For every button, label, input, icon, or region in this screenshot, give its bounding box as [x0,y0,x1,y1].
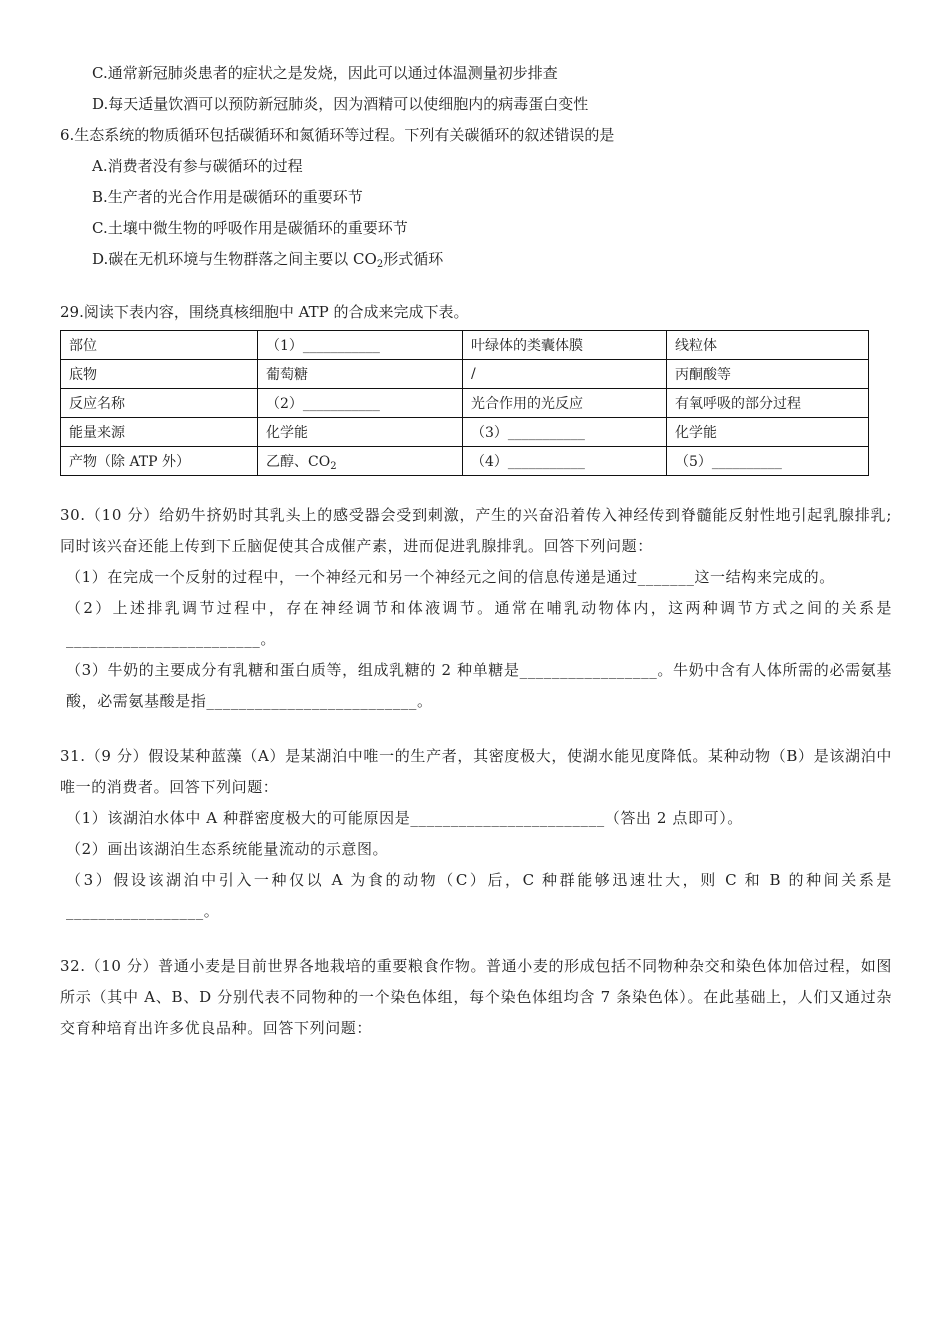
table-cell: 有氧呼吸的部分过程 [667,389,869,418]
q30-stem: 30.（10 分）给奶牛挤奶时其乳头上的感受器会受到刺激，产生的兴奋沿着传入神经传到脊髓能反射性地引起乳腺排乳;同时该兴奋还能上传到下丘脑促使其合成催产素，进而促进乳腺排乳。回答下列问题： [60,506,892,555]
q5-option-d: D.每天适量饮酒可以预防新冠肺炎，因为酒精可以使细胞内的病毒蛋白变性 [92,95,589,113]
q6-option-c: C.土壤中微生物的呼吸作用是碳循环的重要环节 [92,219,408,237]
q6-option-d-tail: 形式循环 [383,250,444,268]
product-text: 乙醇、CO [266,454,331,470]
q6-option-d [60,244,892,275]
q31-part-1: （1）该湖泊水体中 A 种群密度极大的可能原因是________________________（答出 2 点即可）。 [66,809,743,827]
table-row [61,360,869,389]
table-row [61,418,869,447]
table-cell: 葡萄糖 [258,360,463,389]
table-row [61,389,869,418]
table-cell: （4）___________ [463,447,667,476]
product-subscript: 2 [330,461,337,472]
q31-stem: 31.（9 分）假设某种蓝藻（A）是某湖泊中唯一的生产者，其密度极大，使湖水能见度降低。某种动物（B）是该湖泊中唯一的消费者。回答下列问题： [60,747,892,796]
table-cell: （1）___________ [258,331,463,360]
table-row [61,331,869,360]
atp-table [60,330,869,476]
exam-page [60,58,892,1044]
table-cell: 叶绿体的类囊体膜 [463,331,667,360]
q6-option-a: A.消费者没有参与碳循环的过程 [92,157,303,175]
q6-stem: 6.生态系统的物质循环包括碳循环和氮循环等过程。下列有关碳循环的叙述错误的是 [60,126,615,144]
q31-part-2: （2）画出该湖泊生态系统能量流动的示意图。 [66,840,389,858]
q6-option-d-subscript: 2 [376,259,384,270]
table-cell: 光合作用的光反应 [463,389,667,418]
table-cell: 丙酮酸等 [667,360,869,389]
table-cell: 产物（除 ATP 外） [61,447,258,476]
table-cell: 部位 [61,331,258,360]
table-cell: 底物 [61,360,258,389]
q32-stem: 32.（10 分）普通小麦是目前世界各地栽培的重要粮食作物。普通小麦的形成包括不同物种杂交和染色体加倍过程，如图所示（其中 A、B、D 分别代表不同物种的一个染色体组，每个染色体组均含 7 条染色体）。在此基础上，人们又通过杂交育种培育出许多优良品种。回答下列问题： [60,957,892,1037]
table-cell: （2）___________ [258,389,463,418]
table-cell: 反应名称 [61,389,258,418]
q30-part-1: （1）在完成一个反射的过程中，一个神经元和另一个神经元之间的信息传递是通过_______这一结构来完成的。 [66,568,835,586]
table-cell: （5）__________ [667,447,869,476]
table-cell: （3）___________ [463,418,667,447]
q5-option-c: C.通常新冠肺炎患者的症状之是发烧，因此可以通过体温测量初步排查 [92,64,558,82]
q30-part-3: （3）牛奶的主要成分有乳糖和蛋白质等，组成乳糖的 2 种单糖是_________________。牛奶中含有人体所需的必需氨基酸，必需氨基酸是指__________________________。 [66,661,892,710]
q29-stem: 29.阅读下表内容，围绕真核细胞中 ATP 的合成来完成下表。 [60,303,469,321]
table-cell: 能量来源 [61,418,258,447]
q6-option-d-text: D.碳在无机环境与生物群落之间主要以 CO [92,250,377,268]
q6-option-b: B.生产者的光合作用是碳循环的重要环节 [92,188,363,206]
table-cell: / [463,360,667,389]
q31-part-3: （3）假设该湖泊中引入一种仅以 A 为食的动物（C）后，C 种群能够迅速壮大，则 C 和 B 的种间关系是_________________。 [66,871,892,920]
q30-part-2: （2）上述排乳调节过程中，存在神经调节和体液调节。通常在哺乳动物体内，这两种调节方式之间的关系是________________________。 [66,599,892,648]
table-cell: 线粒体 [667,331,869,360]
table-cell: 化学能 [258,418,463,447]
table-row [61,447,869,476]
table-cell [258,447,463,476]
table-cell: 化学能 [667,418,869,447]
